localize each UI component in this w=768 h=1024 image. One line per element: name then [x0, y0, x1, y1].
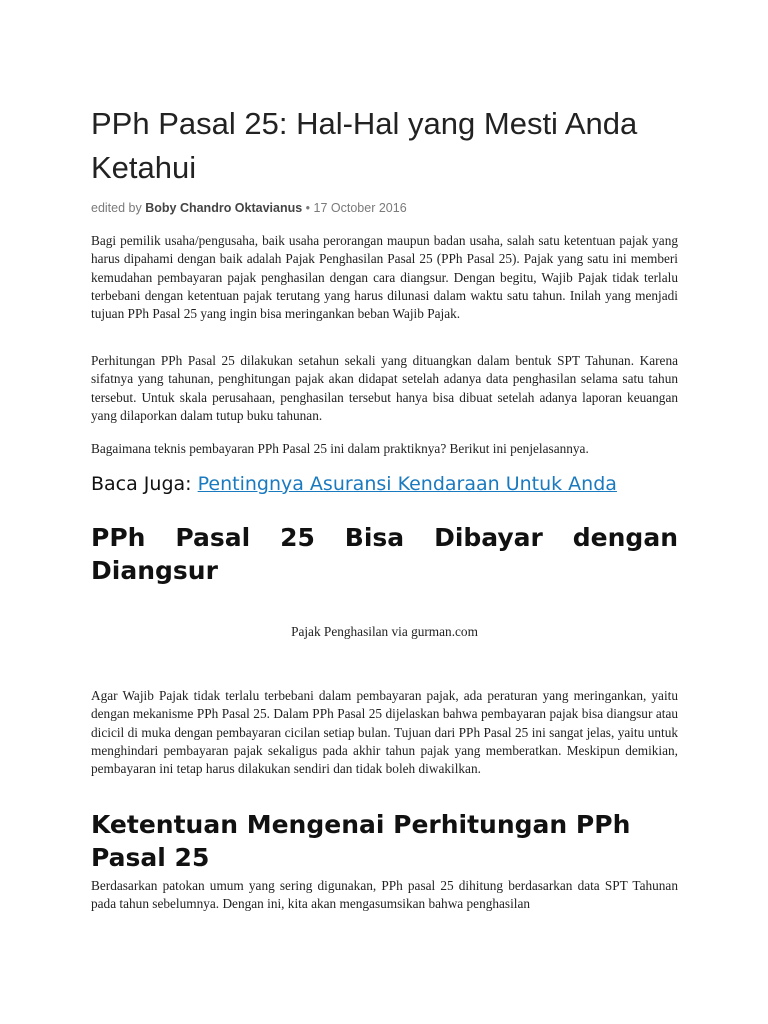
baca-juga	[91, 473, 678, 496]
body-paragraph: Perhitungan PPh Pasal 25 dilakukan setahun sekali yang dituangkan dalam bentuk SPT Tahunan. Karena sifatnya yang tahunan, penghitungan pajak akan didapat setelah adanya data penghasilan selama satu tahun tersebut. Untuk skala perusahaan, penghasilan tersebut hanya bisa dibuat setelah adanya laporan keuangan yang dilaporkan dalam tutup buku tahunan.	[91, 353, 678, 423]
meta-separator: •	[302, 201, 314, 215]
section-heading-angsur: PPh Pasal 25 Bisa Dibayar dengan Diangsur	[91, 523, 678, 585]
article-meta	[91, 201, 407, 215]
intro-paragraph: Bagi pemilik usaha/pengusaha, baik usaha perorangan maupun badan usaha, salah satu ketentuan pajak yang harus dipahami dengan baik adalah Pajak Penghasilan Pasal 25 (PPh Pasal 25). Pajak yang satu ini memberi kemudahan pembayaran pajak penghasilan dengan cara diangsur. Dengan begitu, Wajib Pajak tidak terlalu terbebani dengan ketentuan pajak terutang yang harus dilunasi dalam waktu satu tahun. Inilah yang menjadi tujuan PPh Pasal 25 yang ingin bisa meringankan beban Wajib Pajak.	[91, 233, 678, 322]
author-name[interactable]: Boby Chandro Oktavianus	[145, 201, 303, 215]
baca-juga-label: Baca Juga:	[91, 473, 198, 495]
body-paragraph: Agar Wajib Pajak tidak terlalu terbebani dalam pembayaran pajak, ada peraturan yang meringankan, yaitu dengan mekanisme PPh Pasal 25. Dalam PPh Pasal 25 dijelaskan bahwa pembayaran pajak bisa diangsur atau dicicil di muka dengan pembayaran cicilan setiap bulan. Tujuan dari PPh Pasal 25 ini sangat jelas, yaitu untuk menghindari pembayaran pajak sekaligus pada akhir tahun pajak yang memberatkan. Meskipun demikian, pembayaran ini tetap harus dilakukan sendiri dan tidak boleh diwakilkan.	[91, 688, 678, 777]
body-paragraph: Bagaimana teknis pembayaran PPh Pasal 25 ini dalam praktiknya? Berikut ini penjelasannya.	[91, 441, 589, 456]
publish-date: 17 October 2016	[313, 201, 407, 215]
body-paragraph: Berdasarkan patokan umum yang sering digunakan, PPh pasal 25 dihitung berdasarkan data SPT Tahunan pada tahun sebelumnya. Dengan ini, kita akan mengasumsikan bahwa penghasilan	[91, 878, 678, 912]
meta-prefix: edited by	[91, 201, 146, 215]
baca-juga-link[interactable]: Pentingnya Asuransi Kendaraan Untuk Anda	[197, 473, 617, 495]
image-caption: Pajak Penghasilan via gurman.com	[291, 624, 478, 639]
section-heading-ketentuan: Ketentuan Mengenai Perhitungan PPh Pasal 25	[91, 810, 631, 872]
article-title: PPh Pasal 25: Hal-Hal yang Mesti Anda Ketahui	[91, 106, 638, 185]
